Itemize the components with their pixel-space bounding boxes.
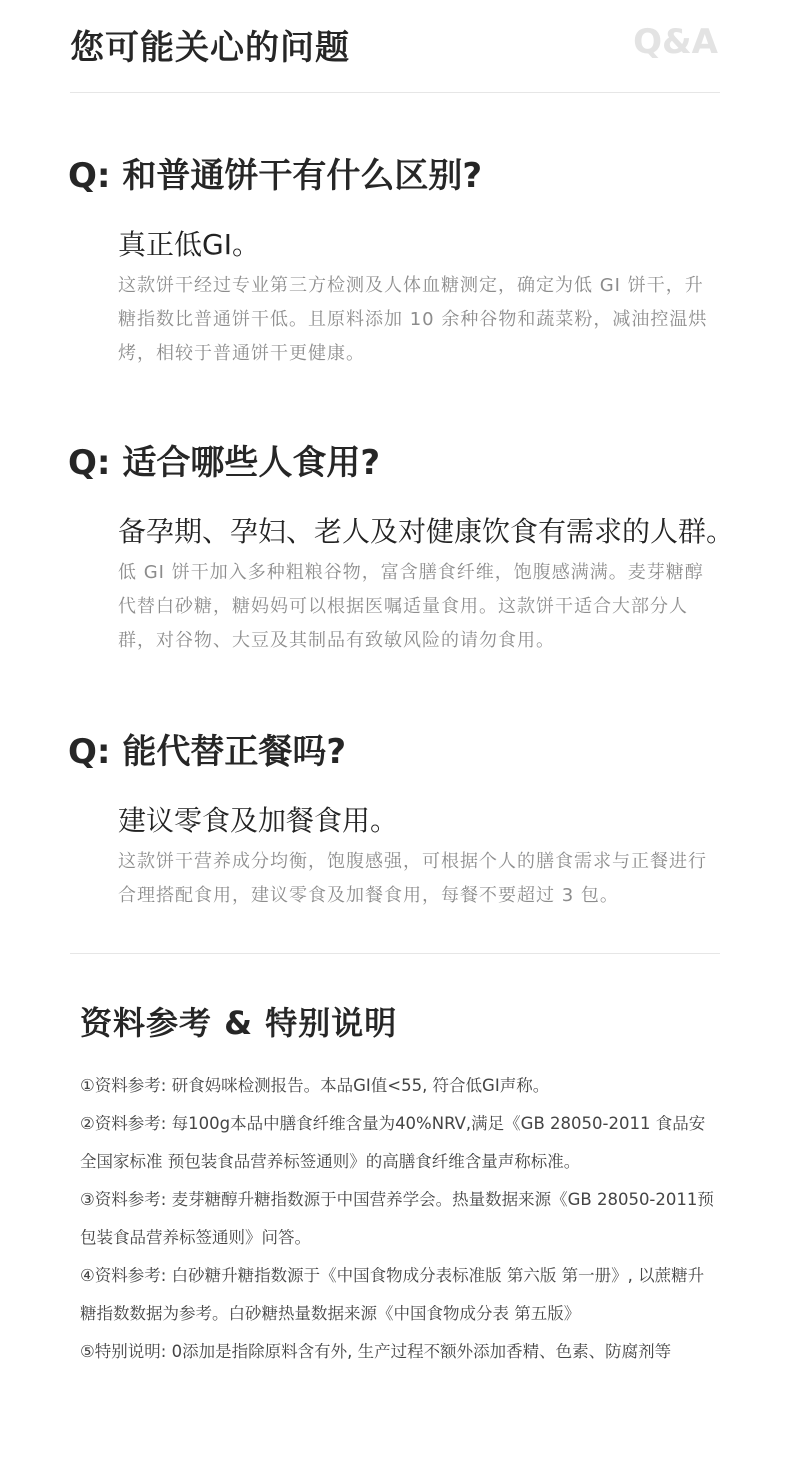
reference-item: ①资料参考: 研食妈咪检测报告。本品GI值<55, 符合低GI声称。 (80, 1076, 550, 1095)
page-header (70, 0, 720, 93)
faq-answer-body: 低 GI 饼干加入多种粗粮谷物，富含膳食纤维，饱腹感满满。麦芽糖醇代替白砂糖，糖妈妈可以根据医嘱适量食用。这款饼干适合大部分人群，对谷物、大豆及其制品有致敏风险的请勿食用。 (118, 562, 704, 651)
faq-item (68, 724, 768, 913)
faq-answer-title: 备孕期、孕妇、老人及对健康饮食有需求的人群。 (118, 515, 735, 548)
faq-answer-body: 这款饼干营养成分均衡，饱腹感强，可根据个人的膳食需求与正餐进行合理搭配食用，建议零食及加餐食用，每餐不要超过 3 包。 (118, 851, 707, 906)
references-list (80, 1067, 720, 1371)
references-title: 资料参考 & 特别说明 (80, 1004, 398, 1042)
faq-answer-body: 这款饼干经过专业第三方检测及人体血糖测定，确定为低 GI 饼干，升糖指数比普通饼干低。且原料添加 10 余种谷物和蔬菜粉，减油控温烘烤，相较于普通饼干更健康。 (118, 275, 708, 364)
section-divider (70, 953, 720, 954)
faq-question: Q: 和普通饼干有什么区别? (68, 156, 483, 196)
page-title: 您可能关心的问题 (70, 28, 350, 68)
faq-question: Q: 适合哪些人食用? (68, 443, 381, 483)
reference-item: ③资料参考: 麦芽糖醇升糖指数源于中国营养学会。热量数据来源《GB 28050-2011预包装食品营养标签通则》问答。 (80, 1190, 714, 1247)
faq-answer-title: 建议零食及加餐食用。 (118, 804, 399, 837)
qa-badge: Q&A (633, 22, 718, 62)
faq-item (68, 435, 768, 658)
faq-question: Q: 能代替正餐吗? (68, 732, 347, 772)
reference-item: ②资料参考: 每100g本品中膳食纤维含量为40%NRV,满足《GB 28050-2011 食品安全国家标准 预包装食品营养标签通则》的高膳食纤维含量声称标准。 (80, 1114, 706, 1171)
faq-item (68, 148, 768, 371)
reference-item: ⑤特别说明: 0添加是指除原料含有外, 生产过程不额外添加香精、色素、防腐剂等 (80, 1342, 672, 1361)
faq-answer-title: 真正低GI。 (118, 228, 260, 261)
reference-item: ④资料参考: 白砂糖升糖指数源于《中国食物成分表标准版 第六版 第一册》, 以蔗糖升糖指数数据为参考。白砂糖热量数据来源《中国食物成分表 第五版》 (80, 1266, 705, 1323)
